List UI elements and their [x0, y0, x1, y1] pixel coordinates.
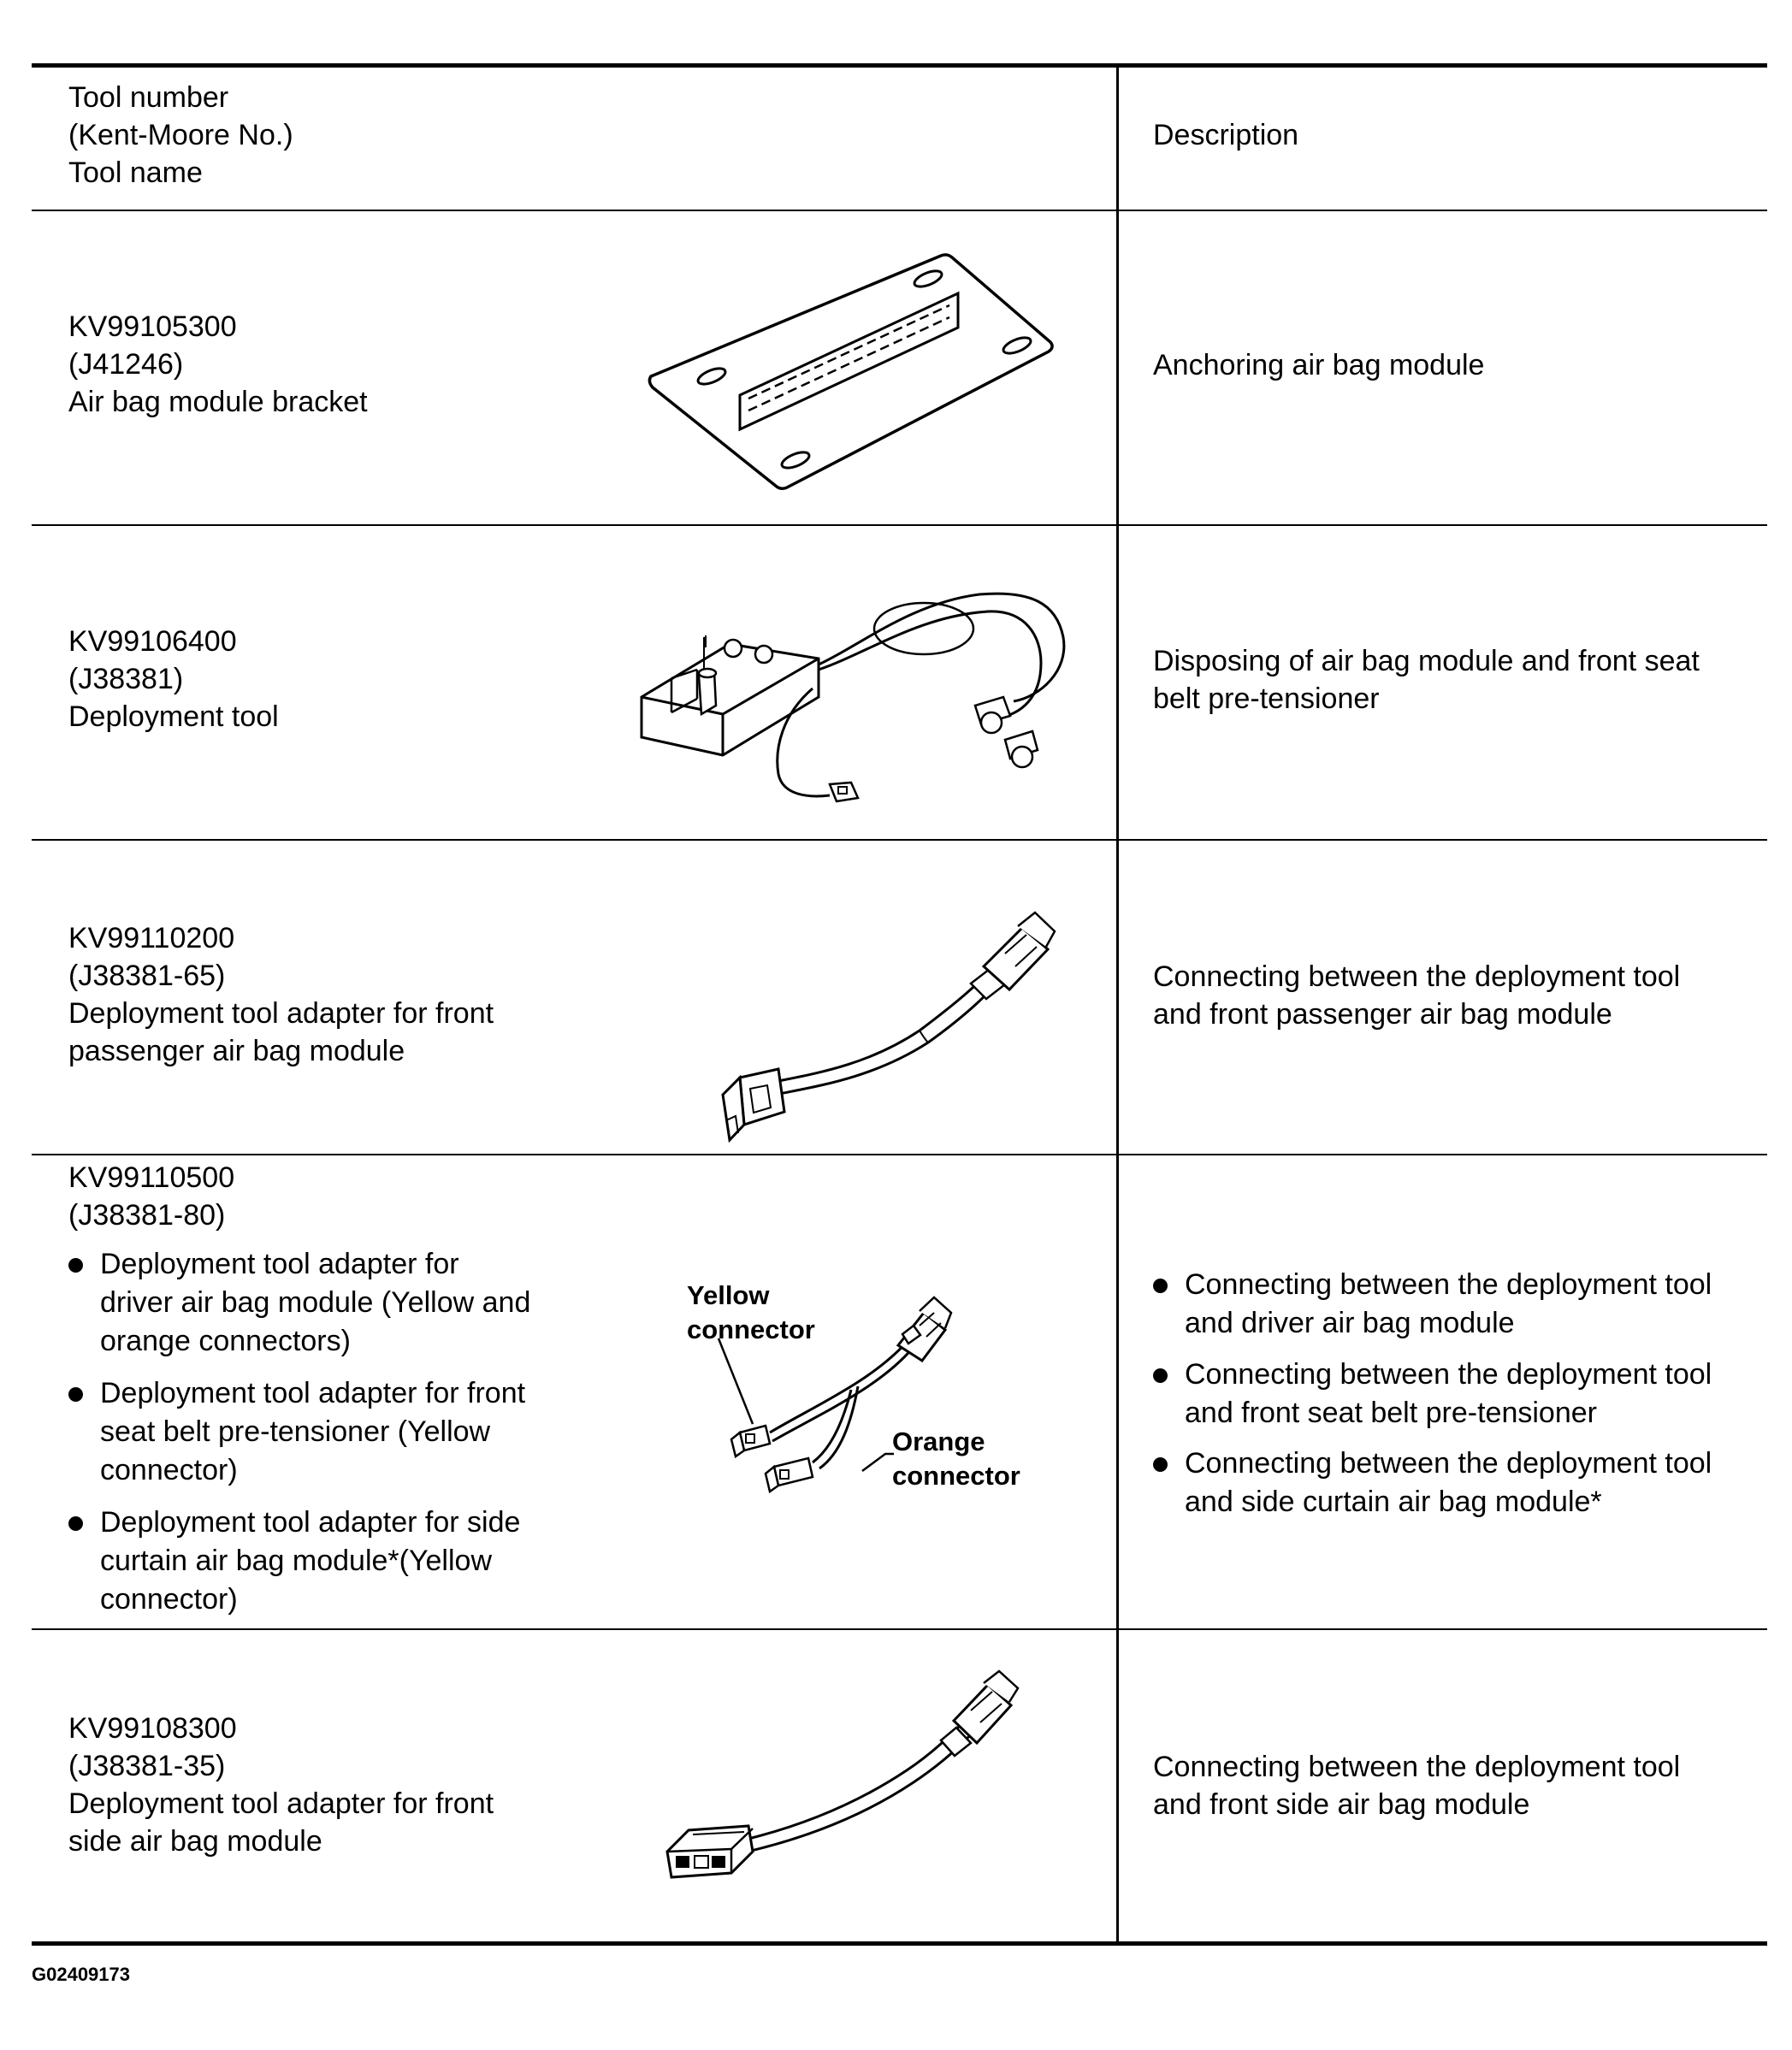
bullet-line: Connecting between the deployment tool	[1185, 1268, 1712, 1301]
adapter-harness-illustration	[714, 902, 1065, 1146]
bullet-line: and front seat belt pre-tensioner	[1185, 1397, 1597, 1429]
deployment-tool-illustration	[637, 569, 1073, 812]
row-divider	[32, 1154, 1767, 1155]
header-tool-name: Tool name	[68, 157, 203, 189]
tool-name: side air bag module	[68, 1825, 322, 1858]
tool-number: KV99110500	[68, 1161, 235, 1194]
description-line: Connecting between the deployment tool	[1153, 960, 1681, 993]
bullet-dot-icon	[68, 1258, 83, 1273]
bullet-line: connector)	[100, 1454, 238, 1486]
orange-connector-label	[892, 1425, 1020, 1493]
bullet-line: orange connectors)	[100, 1325, 351, 1357]
tool-name: Deployment tool adapter for front	[68, 1787, 494, 1820]
air-bag-module-bracket-illustration	[646, 248, 1056, 496]
figure-label-line: connector	[892, 1461, 1020, 1491]
tool-name: Air bag module bracket	[68, 386, 368, 418]
bullet-line: Deployment tool adapter for	[100, 1248, 459, 1280]
kent-moore-number: (J38381-80)	[68, 1199, 226, 1232]
bullet-dot-icon	[1153, 1457, 1168, 1472]
kent-moore-number: (J38381-65)	[68, 960, 226, 992]
bullet-line: and driver air bag module	[1185, 1307, 1515, 1339]
description-line: and front passenger air bag module	[1153, 998, 1612, 1031]
tool-number: KV99106400	[68, 625, 237, 658]
bullet-line: and side curtain air bag module*	[1185, 1486, 1602, 1518]
tool-name: Deployment tool	[68, 700, 279, 733]
header-tool-number: Tool number	[68, 81, 229, 114]
kent-moore-number: (J41246)	[68, 348, 184, 381]
figure-label-line: Yellow	[687, 1280, 770, 1310]
tool-description: Anchoring air bag module	[1153, 349, 1485, 381]
bullet-dot-icon	[1153, 1368, 1168, 1383]
row-divider	[32, 839, 1767, 841]
description-line: belt pre-tensioner	[1153, 682, 1380, 715]
tool-number: KV99105300	[68, 310, 237, 343]
kent-moore-number: (J38381-35)	[68, 1750, 226, 1782]
header-tool-column	[68, 79, 293, 192]
header-description: Description	[1153, 119, 1299, 151]
bullet-line: Deployment tool adapter for side	[100, 1506, 521, 1539]
row-divider	[32, 1628, 1767, 1630]
header-kent-moore: (Kent-Moore No.)	[68, 119, 293, 151]
tool-description	[1153, 958, 1680, 1033]
bullet-line: Connecting between the deployment tool	[1185, 1447, 1712, 1480]
adapter-harness-side-illustration	[659, 1668, 1026, 1903]
bullet-line: connector)	[100, 1583, 238, 1616]
yellow-connector-label	[687, 1279, 815, 1347]
description-line: Disposing of air bag module and front seat	[1153, 645, 1700, 677]
tool-number: KV99108300	[68, 1712, 237, 1745]
bullet-line: driver air bag module (Yellow and	[100, 1286, 531, 1319]
tool-name: Deployment tool adapter for front	[68, 997, 494, 1030]
kent-moore-number: (J38381)	[68, 663, 184, 695]
description-line: and front side air bag module	[1153, 1788, 1530, 1821]
tool-identity	[68, 919, 494, 1070]
tool-identity	[68, 1159, 234, 1234]
figure-label-line: connector	[687, 1314, 815, 1344]
bullet-line: Deployment tool adapter for front	[100, 1377, 526, 1409]
description-line: Connecting between the deployment tool	[1153, 1751, 1681, 1783]
bullet-dot-icon	[68, 1516, 83, 1531]
bullet-line: curtain air bag module*(Yellow	[100, 1545, 493, 1577]
tool-identity	[68, 308, 368, 421]
tool-description	[1153, 1748, 1680, 1823]
tool-number: KV99110200	[68, 922, 235, 954]
row-divider	[32, 524, 1767, 526]
tool-description	[1153, 642, 1700, 718]
table-bottom-rule	[32, 1941, 1767, 1946]
tool-name: passenger air bag module	[68, 1035, 405, 1067]
bullet-line: Connecting between the deployment tool	[1185, 1358, 1712, 1391]
column-divider	[1116, 67, 1119, 1942]
tool-identity	[68, 623, 279, 736]
tool-identity	[68, 1710, 494, 1860]
bullet-dot-icon	[1153, 1279, 1168, 1293]
bullet-dot-icon	[68, 1387, 83, 1402]
figure-code: G02409173	[32, 1964, 130, 1985]
bullet-line: seat belt pre-tensioner (Yellow	[100, 1415, 491, 1448]
figure-label-line: Orange	[892, 1427, 985, 1456]
table-top-rule	[32, 63, 1767, 68]
header-rule	[32, 210, 1767, 211]
